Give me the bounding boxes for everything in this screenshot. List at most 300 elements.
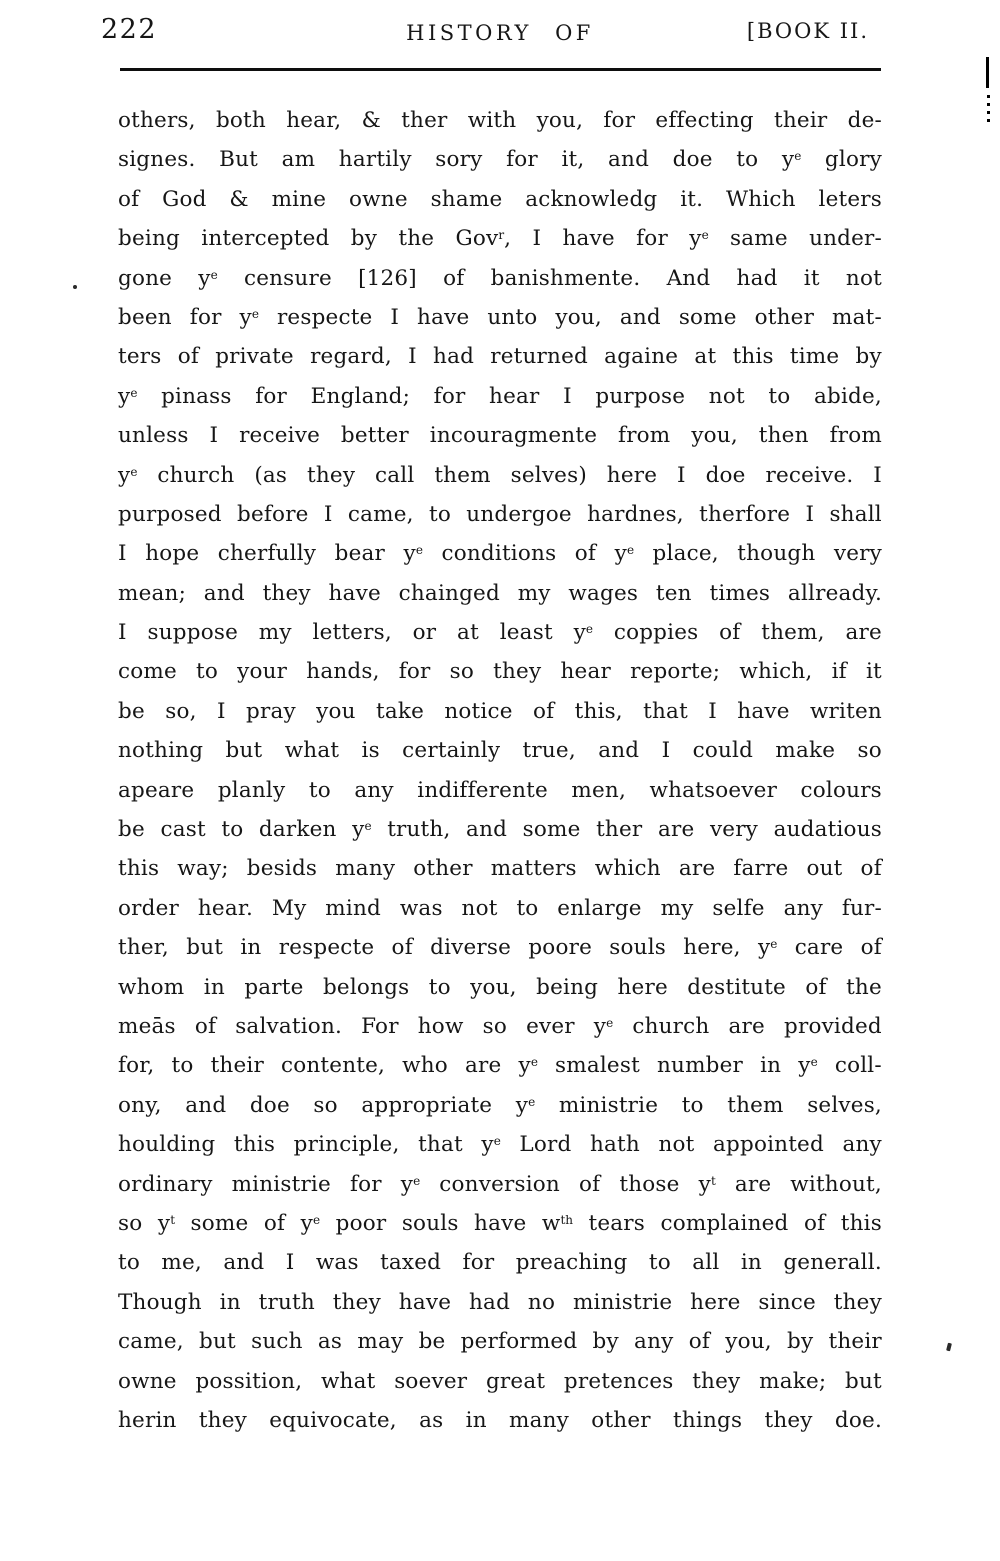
word: for [462, 1250, 495, 1276]
word: since [758, 1289, 816, 1315]
word: have [417, 304, 470, 330]
word: souls [609, 935, 666, 961]
word: coppies [613, 620, 699, 646]
word: planly [217, 777, 286, 803]
word: and [608, 147, 650, 173]
word: to [429, 501, 451, 527]
word: call [375, 462, 415, 488]
word: me, [161, 1250, 202, 1276]
word: better [340, 423, 409, 449]
word: Which [725, 186, 796, 212]
word: for [349, 1171, 382, 1197]
word: you, [536, 108, 584, 133]
scan-edge-line-artifact [986, 57, 989, 88]
word: this [732, 344, 774, 370]
word: hear [560, 659, 611, 685]
word: unless [118, 423, 189, 449]
word: purpose [595, 383, 686, 409]
word: may [357, 1329, 404, 1355]
word: it [865, 659, 882, 685]
word: not [658, 1132, 695, 1158]
word: been [118, 304, 172, 330]
word: and [619, 304, 661, 330]
word: be [418, 1329, 446, 1355]
word: my [258, 620, 292, 646]
word: reporte; [630, 659, 721, 685]
word: for, [118, 1053, 155, 1079]
word: the [846, 974, 882, 1000]
word: other [591, 1407, 651, 1433]
word: are [657, 817, 695, 843]
word: very [709, 817, 759, 843]
word: being [536, 974, 599, 1000]
word: gone [118, 265, 173, 291]
word: here, [683, 935, 741, 961]
word: unto [487, 304, 538, 330]
text-line [118, 889, 882, 928]
word: of [688, 1329, 710, 1355]
word: was [399, 895, 443, 921]
word: by [350, 226, 378, 252]
word: as [419, 1407, 444, 1433]
word: of [443, 265, 465, 291]
word: $y^e$ [798, 1053, 818, 1079]
text-line [118, 810, 882, 849]
word: therfore [699, 501, 791, 527]
text-line [118, 849, 882, 888]
word: they [262, 580, 311, 606]
word: some [522, 817, 581, 843]
word: their [210, 1053, 264, 1079]
word: incouragmente [429, 423, 598, 449]
word: shame [430, 186, 503, 212]
word: this [118, 856, 160, 882]
word: other [754, 304, 815, 330]
word: meās [118, 1013, 176, 1039]
text-line [118, 140, 882, 179]
word: whatsoever [649, 777, 778, 803]
word: from [829, 423, 882, 449]
word: audatious [773, 817, 882, 843]
word: mine [271, 186, 327, 212]
word: my [660, 895, 694, 921]
word: returned [490, 344, 588, 370]
word: ever [526, 1013, 575, 1039]
text-line [118, 1243, 882, 1282]
word: and [185, 1092, 227, 1118]
word: $y^e$ [614, 541, 635, 567]
word: their [774, 108, 828, 133]
word: conditions [441, 541, 557, 567]
word: herin [118, 1407, 177, 1433]
word: number [656, 1053, 744, 1079]
word: colours [800, 777, 882, 803]
word: tears [588, 1210, 646, 1236]
word: of [194, 1013, 217, 1039]
word: are [464, 1053, 502, 1079]
word: ony, [118, 1092, 162, 1118]
word: some [678, 304, 737, 330]
word: had [433, 344, 475, 370]
word: hope [145, 541, 200, 567]
word: $y^e$ [481, 1132, 501, 1158]
word: so [449, 659, 475, 685]
word: coll- [834, 1053, 882, 1079]
word: this [840, 1210, 882, 1236]
word: for [603, 108, 636, 133]
word: souls [401, 1210, 459, 1236]
word: (as [254, 462, 288, 488]
word: I [805, 501, 815, 527]
text-line [118, 731, 882, 770]
word: to [196, 659, 219, 685]
word: God [162, 186, 207, 212]
word: $y^e$ [239, 304, 259, 330]
word: Gov$^r$, [455, 226, 512, 252]
word: but [225, 738, 263, 764]
word: with [467, 108, 517, 133]
word: that [418, 1132, 463, 1158]
word: had [469, 1289, 511, 1315]
word: make [775, 738, 836, 764]
word: not [845, 265, 882, 291]
word: $y^e$ [118, 462, 138, 488]
text-line [118, 101, 882, 140]
word: for [433, 383, 466, 409]
word: I [708, 698, 717, 724]
word: for [255, 383, 288, 409]
word: pinass [161, 383, 232, 409]
word: came, [347, 501, 414, 527]
text-line [118, 259, 882, 298]
word: order [118, 895, 179, 921]
word: not [461, 895, 498, 921]
word: to [428, 974, 451, 1000]
word: have [398, 1289, 452, 1315]
word: and [466, 817, 508, 843]
word: they [198, 1407, 248, 1433]
text-line [118, 456, 882, 495]
text-line [118, 377, 882, 416]
word: though [737, 541, 816, 567]
word: by [787, 1329, 814, 1355]
word: but [186, 935, 224, 961]
word: poor [335, 1210, 387, 1236]
word: I [390, 304, 400, 330]
word: place, [652, 541, 719, 567]
word: Lord [519, 1132, 572, 1158]
word: hear [489, 383, 540, 409]
word: apeare [118, 777, 195, 803]
word: without, [790, 1171, 882, 1197]
word: & [361, 108, 381, 133]
word: or [412, 620, 437, 646]
word: cast [160, 817, 206, 843]
word: hath [589, 1132, 640, 1158]
word: $y^e$ [518, 1053, 538, 1079]
word: private [215, 344, 294, 370]
word: of [574, 541, 597, 567]
word: other [413, 856, 473, 882]
word: hardnes, [587, 501, 684, 527]
word: acknowledg [525, 186, 658, 212]
word: have [737, 698, 790, 724]
word: are [845, 620, 882, 646]
margin-ink-speck-artifact [946, 1343, 952, 1352]
word: $y^e$ [118, 383, 138, 409]
word: any [783, 895, 823, 921]
word: I [408, 344, 417, 370]
word: hartily [338, 147, 412, 173]
word: for [506, 147, 538, 173]
word: I [563, 383, 572, 409]
word: in [219, 1289, 241, 1315]
word: My [271, 895, 307, 921]
word: effecting [655, 108, 754, 133]
word: provided [784, 1013, 882, 1039]
word: $y^e$ [573, 620, 594, 646]
text-line [118, 771, 882, 810]
word: sory [435, 147, 483, 173]
text-line [118, 1046, 882, 1085]
word: if [831, 659, 847, 685]
word: ministrie [572, 1289, 673, 1315]
word: I [323, 501, 333, 527]
word: could [692, 738, 754, 764]
word: preaching [515, 1250, 628, 1276]
word: have [474, 1210, 527, 1236]
word: many [335, 856, 396, 882]
text-line [118, 1125, 882, 1164]
word: selves) [510, 462, 587, 488]
word: their [828, 1329, 882, 1355]
word: to [648, 1250, 671, 1276]
text-line [118, 652, 882, 691]
word: came, [118, 1329, 184, 1355]
word: church [632, 1013, 710, 1039]
word: whom [118, 974, 185, 1000]
word: $y^e$ [515, 1092, 536, 1118]
word: censure [243, 265, 332, 291]
word: take [376, 698, 425, 724]
word: houlding [118, 1132, 216, 1158]
word: to [768, 383, 791, 409]
word: of [263, 1210, 286, 1236]
text-line [118, 1322, 882, 1361]
word: be [118, 698, 145, 724]
word: out [806, 856, 843, 882]
word: regard, [310, 344, 392, 370]
word: in [760, 1053, 782, 1079]
word: make; [759, 1368, 827, 1394]
word: them, [761, 620, 825, 646]
word: smalest [555, 1053, 640, 1079]
word: how [417, 1013, 464, 1039]
word: to [516, 895, 539, 921]
word: your [237, 659, 288, 685]
word: mind [325, 895, 381, 921]
word: $y^t$ [698, 1171, 716, 1197]
word: from [618, 423, 671, 449]
word: and [598, 738, 640, 764]
word: parte [244, 974, 304, 1000]
word: $y^e$ [352, 817, 372, 843]
word: at [457, 620, 479, 646]
word: not [708, 383, 745, 409]
word: England; [310, 383, 411, 409]
word: such [251, 1329, 303, 1355]
text-line [118, 613, 882, 652]
word: any [842, 1132, 882, 1158]
word: it. [680, 186, 704, 212]
word: $y^e$ [781, 147, 802, 173]
scan-edge-dashes-artifact [987, 95, 990, 122]
word: chainged [398, 580, 500, 606]
word: same [730, 226, 788, 252]
word: to [221, 817, 244, 843]
word: hands, [306, 659, 380, 685]
word: pretences [563, 1368, 674, 1394]
word: for [636, 226, 668, 252]
word: was [315, 1250, 359, 1276]
word: had [736, 265, 778, 291]
word: here [617, 974, 668, 1000]
word: notice [444, 698, 513, 724]
word: complained [660, 1210, 789, 1236]
word: they [692, 1368, 741, 1394]
word: poore [528, 935, 592, 961]
word: any [354, 777, 394, 803]
text-line [118, 1086, 882, 1125]
text-line [118, 1283, 882, 1322]
word: equivocate, [269, 1407, 397, 1433]
word: both [215, 108, 266, 133]
word: so, [165, 698, 197, 724]
word: suppose [147, 620, 238, 646]
word: they [493, 659, 542, 685]
word: in [203, 974, 225, 1000]
word: $y^e$ [300, 1210, 321, 1236]
word: receive. [765, 462, 854, 488]
word: appointed [713, 1132, 824, 1158]
word: For [361, 1013, 399, 1039]
text-line [118, 928, 882, 967]
word: then [758, 423, 809, 449]
word: certainly [402, 738, 501, 764]
word: respecte [278, 935, 375, 961]
word: ordinary [118, 1171, 213, 1197]
word: men, [571, 777, 626, 803]
word: that [643, 698, 688, 724]
word: belongs [322, 974, 410, 1000]
word: as [317, 1329, 343, 1355]
word: care [794, 935, 844, 961]
word: in [240, 935, 262, 961]
word: true, [522, 738, 576, 764]
text-line [118, 692, 882, 731]
word: they [307, 462, 356, 488]
word: letters, [312, 620, 392, 646]
word: so [118, 1210, 143, 1236]
text-line [118, 1007, 882, 1046]
word: taxed [380, 1250, 442, 1276]
word: salvation. [235, 1013, 343, 1039]
word: ministrie [231, 1171, 331, 1197]
text-line [118, 298, 882, 337]
word: enlarge [557, 895, 642, 921]
word: of [860, 935, 882, 961]
word: in [740, 1250, 762, 1276]
running-header-book: [BOOK II. [746, 19, 869, 43]
text-line [118, 1362, 882, 1401]
word: you, [555, 304, 602, 330]
word: darken [258, 817, 337, 843]
word: the [398, 226, 435, 252]
word: cherfully [217, 541, 317, 567]
word: I [209, 423, 219, 449]
word: conversion [439, 1171, 560, 1197]
word: ters [118, 344, 162, 370]
word: is [361, 738, 380, 764]
word: I [532, 226, 542, 252]
word: I [873, 462, 882, 488]
word: allready. [787, 580, 882, 606]
word: banishmente. [490, 265, 641, 291]
word: of [177, 344, 199, 370]
word: leters [818, 186, 882, 212]
word: fur- [841, 895, 882, 921]
word: have [562, 226, 615, 252]
word: of [118, 186, 140, 212]
word: and [223, 1250, 265, 1276]
word: respecte [276, 304, 373, 330]
body-text [118, 101, 882, 1440]
word: of [391, 935, 413, 961]
text-line [118, 574, 882, 613]
word: are [728, 1013, 765, 1039]
word: you, [470, 974, 517, 1000]
word: any [634, 1329, 674, 1355]
word: mean; [118, 580, 187, 606]
word: it [803, 265, 820, 291]
word: doe [672, 147, 713, 173]
word: generall. [783, 1250, 882, 1276]
word: time [789, 344, 840, 370]
word: principle, [293, 1132, 400, 1158]
word: ther, [118, 935, 169, 961]
word: againe [604, 344, 679, 370]
word: being [118, 226, 180, 252]
word: but [845, 1368, 882, 1394]
word: receive [239, 423, 320, 449]
word: I [677, 462, 686, 488]
word: besids [246, 856, 318, 882]
word: doe [249, 1092, 290, 1118]
word: doe. [834, 1407, 882, 1433]
word: ministrie [558, 1092, 659, 1118]
word: but [199, 1329, 236, 1355]
word: [126] [358, 265, 417, 291]
text-line [118, 416, 882, 455]
word: church [157, 462, 235, 488]
word: things [673, 1407, 743, 1433]
word: $w^{th}$ [541, 1210, 574, 1236]
word: owne [349, 186, 408, 212]
word: which, [739, 659, 813, 685]
word: diverse [430, 935, 512, 961]
word: they [332, 1289, 381, 1315]
word: $y^e$ [689, 226, 709, 252]
